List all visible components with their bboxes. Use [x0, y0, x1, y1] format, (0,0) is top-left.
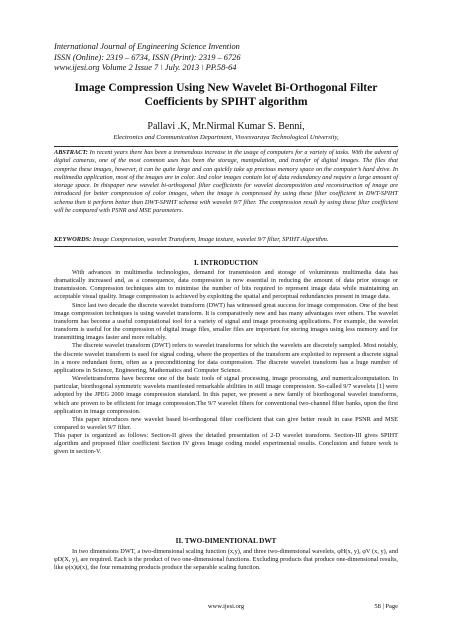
- abstract: [54, 149, 398, 215]
- journal-issn: ISSN (Online): 2319 – 6734, ISSN (Print): 2319 – 6726: [54, 52, 241, 62]
- intro-paragraph-2: Since last two decade the discrete wavelet transform (DWT) has witnessed great success for image compression. One of the best image compression techniques is using wavelet transform. It is comparatively new and has many advantages over others. The wavelet transform has become a useful computational tool for a variety of signal and image processing applications. For example, the wavelet transform is useful for the compression of digital image files, smaller files are important for storing images using less memory and for transmitting images faster and more reliably.: [54, 301, 398, 342]
- keywords: [54, 236, 398, 245]
- journal-volume: www.ijesi.org Volume 2 Issue 7 \ July. 2013 \ PP.58-64: [54, 63, 237, 73]
- dwt-body: [54, 548, 398, 572]
- journal-name: International Journal of Engineering Science Invention: [54, 42, 240, 51]
- paper-affiliation: Electronics and Communication Department, Visvesvaraya Technological University,: [113, 134, 339, 141]
- paper-title: Image Compression Using New Wavelet Bi-Orthogonal Filter Coefficients by SPIHT algorithm: [74, 81, 378, 108]
- keywords-text: Image Compression, wavelet Transform, Image texture, wavelet 9/7 filter, SPIHT Algorithm.: [91, 236, 329, 243]
- keywords-bottom-rule: [54, 246, 398, 247]
- abstract-label: ABSTRACT:: [54, 149, 88, 156]
- dwt-paragraph-1: In two dimensions DWT, a two-dimensional scaling function (x,y), and three two-dimensional wavelets, φH(x, y), φV (x, y), and φD(X, y), are required. Each is the product of two one-dimensional functions. Excluding products that produce one-dimensional results, like φ(x)ψ(x), the four remaining products produce the separable scaling function.: [54, 548, 398, 572]
- keywords-label: KEYWORDS:: [54, 236, 92, 243]
- intro-paragraph-3: The discrete wavelet transform (DWT) refers to wavelet transforms for which the wavelets are discretely sampled. Most notably, the discrete wavelet transform is used for signal coding, where the properties of the transform are exploited to represent a discrete signal in a more redundant form, often as a preconditioning for data compression. The discrete wavelet transform has a huge number of applications in Science, Engineering, Mathematics and Computer Science.: [54, 342, 398, 374]
- intro-paragraph-1: With advances in multimedia technologies, demand for transmission and storage of voluminous multimedia data has dramatically increased and, as a consequence, data compression is now essential in reducing the amount of data prior storage or transmission. Compression techniques aim to minimise the number of bits required to represent image data while maintaining an acceptable visual quality. Image compression is achieved by exploiting the spatial and perceptual redundancies present in image data.: [54, 269, 398, 301]
- introduction-body: [54, 269, 398, 457]
- section-heading-introduction: I. INTRODUCTION: [194, 259, 258, 267]
- intro-paragraph-6: This paper is organized as follows: Section-II gives the detailed presentation of 2-D wavelet transform. Section-III gives SPIHT algorithm and proposed filter coefficient Section IV gives Image coding model experimental results. Conclusion and future work is given in section-V.: [54, 432, 398, 456]
- journal-header: [54, 42, 394, 74]
- intro-paragraph-5: This paper introduces new wavelet based bi-orthogonal filter coefficient that can give better result in case PSNR and MSE compared to wavelet 9/7 filter.: [54, 415, 398, 431]
- footer-url: www.ijesi.org: [207, 603, 245, 610]
- page-number: 58 | Page: [374, 603, 398, 610]
- section-heading-dwt: II. TWO-DIMENTIONAL DWT: [175, 537, 277, 545]
- abstract-text: In recent years there has been a tremendous increase in the usage of computers for a variety of tasks. With the advent of digital cameras, one of the most common uses has been the storage, manipulation, and transfer of digital images. The files that comprise these images, however, it can be quite large and can quickly take up precious memory space on the computer’s hard drive. In multimedia application, most of the images are in color. And color images contain lot of data redundancy and require a large amount of storage space. In thispaper new wavelet bi-orthogonal filter coefficients for wavelet decomposition and reconstruction of image are introduced for better compression of color images, when the image is compressed by using these filter coefficient in DWT-SPIHT schema then it perform better than DWT-SPIHT schema with wavelet 9/7 filter. The compression result by using these filter coefficient will be compared with PSNR and MSE parameters.: [54, 149, 398, 215]
- abstract-top-rule: [54, 146, 398, 147]
- paper-authors: Pallavi .K, Mr.Nirmal Kumar S. Benni,: [147, 121, 305, 132]
- intro-paragraph-4: Wavelettransforms have become one of the basic tools of signal processing, image processing, and numericalcomputation. In particular, biorthogonal symmetric wavelets manifested remarkable abilities in still image compression. So-called 9/7 wavelets [1] were adopted by the JPEG 2000 image compression standard. In this paper, we present a new family of biorthogonal wavelet transforms, which are proven to be efficient for image compression.The 9/7 wavelet filters for conventional two-channel filter banks, upon the first application in image compression.: [54, 375, 398, 415]
